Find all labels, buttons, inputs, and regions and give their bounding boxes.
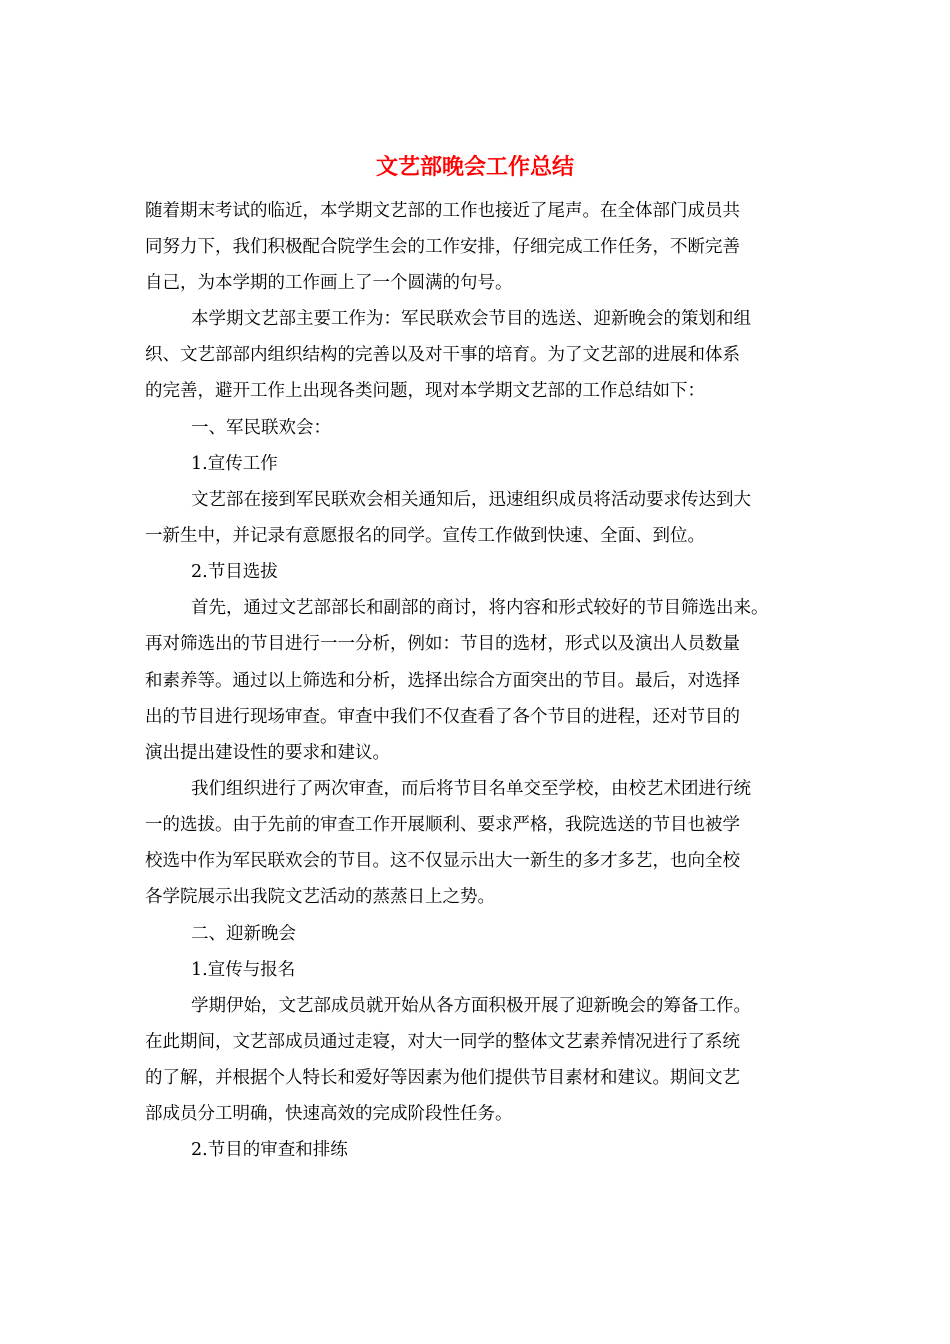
paragraph-line: 文艺部在接到军民联欢会相关通知后，迅速组织成员将活动要求传达到大 [191, 490, 751, 510]
paragraph-line: 部成员分工明确，快速高效的完成阶段性任务。 [145, 1104, 513, 1124]
subsection-heading: 1.宣传与报名 [191, 960, 296, 980]
paragraph-line: 同努力下，我们积极配合院学生会的工作安排，仔细完成工作任务，不断完善 [145, 237, 740, 257]
paragraph-line: 的完善，避开工作上出现各类问题，现对本学期文艺部的工作总结如下： [145, 381, 705, 401]
paragraph-line: 在此期间，文艺部成员通过走寝，对大一同学的整体文艺素养情况进行了系统 [145, 1032, 740, 1052]
paragraph-line: 校选中作为军民联欢会的节目。这不仅显示出大一新生的多才多艺，也向全校 [145, 851, 740, 871]
paragraph-line: 各学院展示出我院文艺活动的蒸蒸日上之势。 [145, 887, 495, 907]
paragraph-line: 再对筛选出的节目进行一一分析，例如：节目的选材，形式以及演出人员数量 [145, 634, 740, 654]
section-heading: 一、军民联欢会： [191, 418, 331, 438]
paragraph-line: 出的节目进行现场审查。审查中我们不仅查看了各个节目的进程，还对节目的 [145, 707, 740, 727]
paragraph-line: 织、文艺部部内组织结构的完善以及对干事的培育。为了文艺部的进展和体系 [145, 345, 740, 365]
document-title: 文艺部晚会工作总结 [375, 154, 574, 180]
paragraph-line: 本学期文艺部主要工作为：军民联欢会节目的选送、迎新晚会的策划和组 [191, 309, 751, 329]
paragraph-line: 的了解，并根据个人特长和爱好等因素为他们提供节目素材和建议。期间文艺 [145, 1068, 740, 1088]
paragraph-line: 自己，为本学期的工作画上了一个圆满的句号。 [145, 273, 513, 293]
paragraph-line: 一新生中，并记录有意愿报名的同学。宣传工作做到快速、全面、到位。 [145, 526, 705, 546]
paragraph-line: 首先，通过文艺部部长和副部的商讨，将内容和形式较好的节目筛选出来。 [191, 598, 769, 618]
subsection-heading: 2.节目选拔 [191, 562, 278, 582]
paragraph-line: 随着期末考试的临近，本学期文艺部的工作也接近了尾声。在全体部门成员共 [145, 201, 740, 221]
paragraph-line: 和素养等。通过以上筛选和分析，选择出综合方面突出的节目。最后，对选择 [145, 671, 740, 691]
subsection-heading: 2.节目的审查和排练 [191, 1140, 348, 1160]
paragraph-line: 演出提出建设性的要求和建议。 [145, 743, 390, 763]
paragraph-line: 学期伊始，文艺部成员就开始从各方面积极开展了迎新晚会的筹备工作。 [191, 996, 751, 1016]
paragraph-line: 一的选拔。由于先前的审查工作开展顺利、要求严格，我院选送的节目也被学 [145, 815, 740, 835]
subsection-heading: 1.宣传工作 [191, 454, 278, 474]
paragraph-line: 我们组织进行了两次审查，而后将节目名单交至学校，由校艺术团进行统 [191, 779, 751, 799]
section-heading: 二、迎新晚会 [191, 924, 296, 944]
